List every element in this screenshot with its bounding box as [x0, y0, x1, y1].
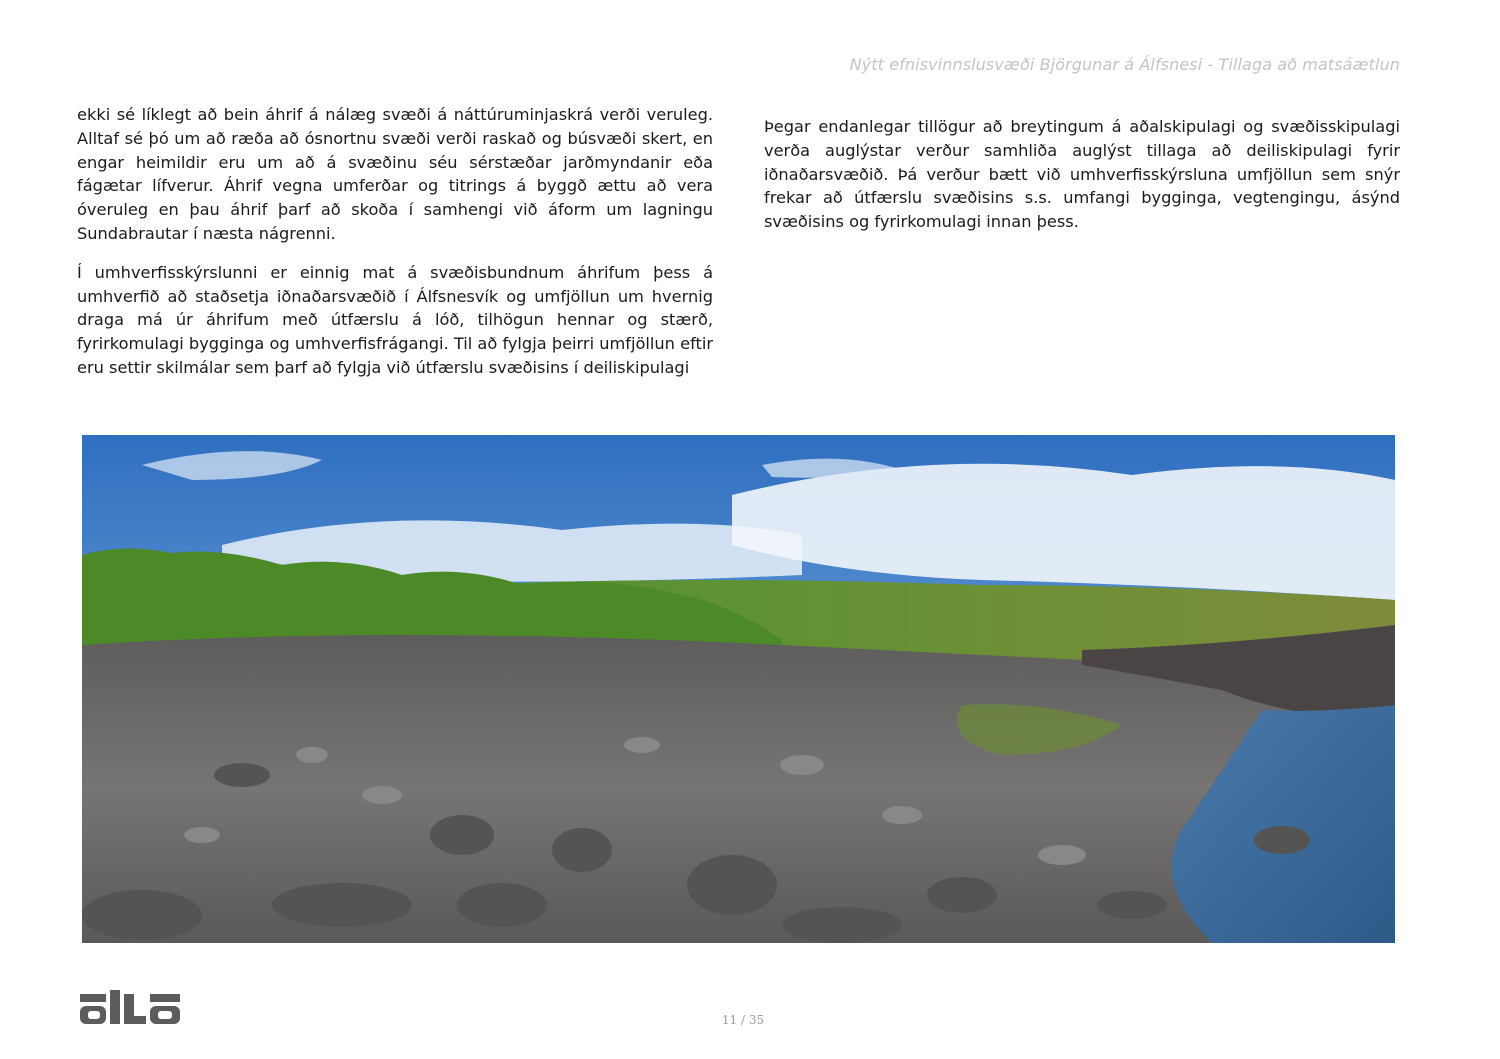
- text-column-left: [77, 103, 713, 395]
- running-header: Nýtt efnisvinnslusvæði Björgunar á Álfsnesi - Tillaga að matsáætlun: [849, 55, 1400, 74]
- page-number: 11 / 35: [721, 1013, 765, 1027]
- text-column-right: [764, 115, 1400, 249]
- coastline-photo: [82, 435, 1395, 943]
- paragraph: Í umhverfisskýrslunni er einnig mat á svæðisbundnum áhrifum þess á umhverfið að staðsetja iðnaðarsvæðið í Álfsnesvík og umfjöllun um hvernig draga má úr áhrifum með útfærslu á lóð, tilhögun hennar og stærð, fyrirkomulagi bygginga og umhverfisfrágangi. Til að fylgja þeirri umfjöllun eftir eru settir skilmálar sem þarf að fylgja við útfærslu svæðisins í deiliskipulagi: [77, 262, 713, 377]
- paragraph: ekki sé líklegt að bein áhrif á nálæg svæði á náttúruminjaskrá verði veruleg. Alltaf sé þó um að ræða að ósnortnu svæði verði raskað og búsvæði skert, en engar heimildir eru um að á svæðinu séu sérstæðar jarðmyndanir eða fágætar lífverur. Áhrif vegna umferðar og titrings á byggð ættu að vera óveruleg en þau áhrif þarf að skoða í samhengi við áform um lagningu Sundabrautar í næsta nágrenni.: [77, 105, 713, 243]
- paragraph: Þegar endanlegar tillögur að breytingum á aðalskipulagi og svæðisskipulagi verða auglýstar verður samhliða auglýst tillaga að deiliskipulagi fyrir iðnaðarsvæðið. Þá verður bætt við umhverfisskýrsluna umfjöllun sem snýr frekar að útfærslu svæðisins s.s. umfangi bygginga, vegtengingu, ásýnd svæðisins og fyrirkomulagi innan þess.: [764, 117, 1400, 232]
